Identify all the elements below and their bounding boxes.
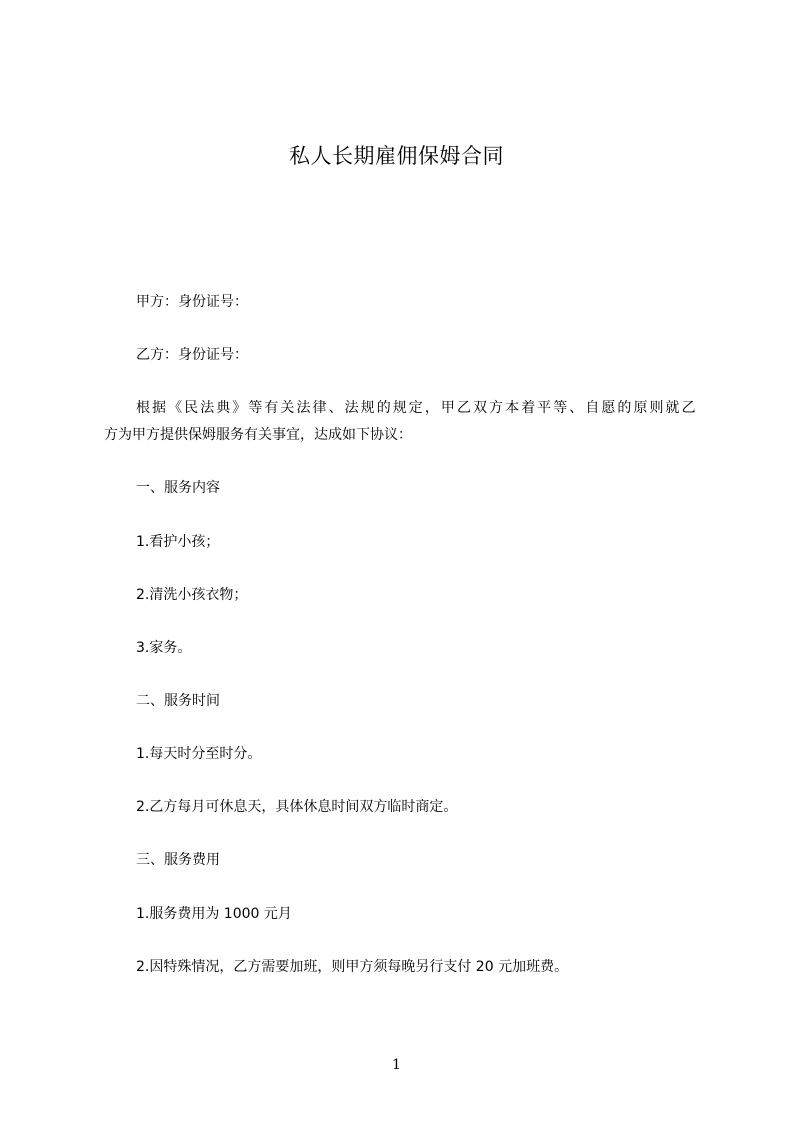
list-item: 2.清洗小孩衣物； (136, 587, 248, 603)
intro-paragraph-line-1: 根据《民法典》等有关法律、法规的规定，甲乙双方本着平等、自愿的原则就乙 (136, 400, 696, 416)
section-heading-service-fee: 三、服务费用 (136, 852, 220, 868)
section-heading-service-content: 一、服务内容 (136, 480, 220, 496)
list-item: 1.每天时分至时分。 (136, 746, 262, 762)
list-item: 1.看护小孩； (136, 534, 220, 550)
intro-paragraph-line-2: 方为甲方提供保姆服务有关事宜，达成如下协议： (104, 427, 412, 443)
list-item: 2.乙方每月可休息天，具体休息时间双方临时商定。 (136, 799, 458, 815)
list-item: 2.因特殊情况，乙方需要加班，则甲方须每晚另行支付 20 元加班费。 (136, 959, 569, 975)
party-b-line: 乙方：身份证号： (136, 347, 248, 363)
document-title: 私人长期雇佣保姆合同 (289, 144, 504, 168)
party-a-line: 甲方：身份证号： (136, 294, 248, 310)
list-item: 3.家务。 (136, 640, 192, 656)
section-heading-service-time: 二、服务时间 (136, 693, 220, 709)
list-item: 1.服务费用为 1000 元月 (136, 906, 292, 922)
page-number: 1 (392, 1057, 401, 1073)
